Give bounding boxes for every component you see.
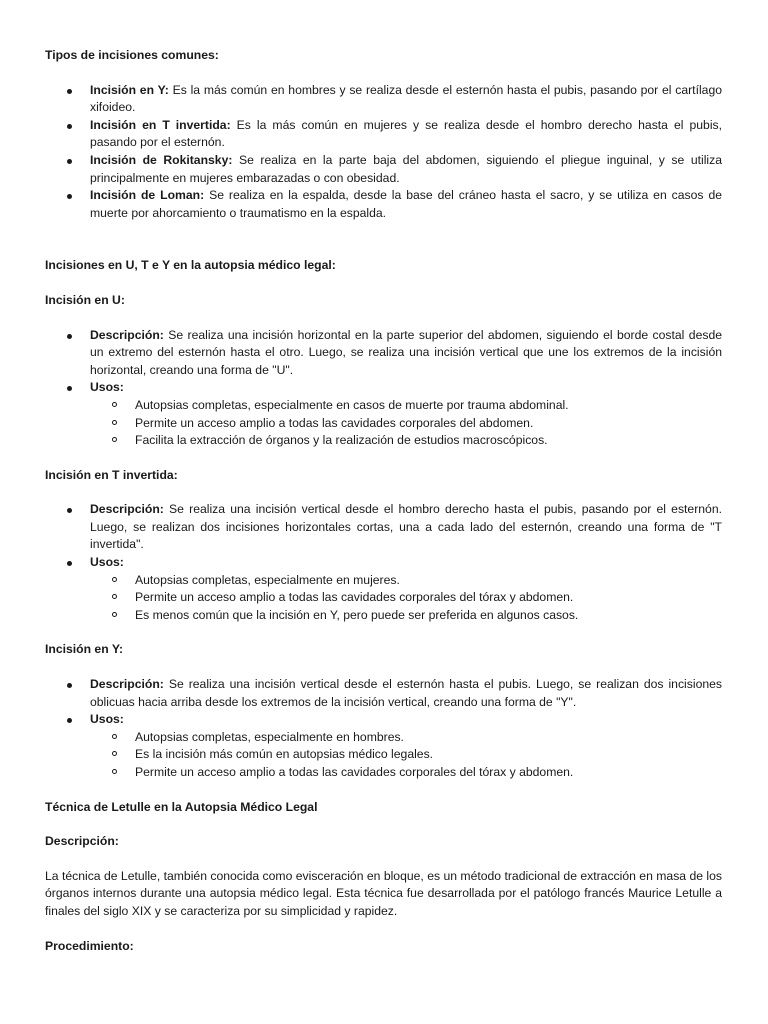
letulle-paragraph: La técnica de Letulle, también conocida como evisceración en bloque, es un método tradicional de extracción en masa de los órganos internos durante una autopsia médico legal. Esta técnica fue desarrollada por el patólogo francés Maurice Letulle a finales del siglo XIX y se caracteriza por su simplicidad y rapidez. — [45, 868, 722, 918]
item-text: Se realiza en la parte baja del abdomen, siguiendo el pliegue inguinal, y se utiliza principalmente en mujeres embarazadas o con obesidad. — [90, 152, 722, 185]
usos-list — [90, 729, 722, 782]
list-item — [90, 676, 722, 711]
list-item — [90, 187, 722, 222]
sub-list-item: Permite un acceso amplio a todas las cavidades corporales del abdomen. — [135, 415, 722, 433]
subsection-heading-t: Incisión en T invertida: — [45, 467, 178, 482]
list-item — [90, 152, 722, 187]
subsection-heading-u: Incisión en U: — [45, 292, 125, 307]
item-label: Incisión en Y: — [90, 82, 169, 97]
u-list — [45, 327, 722, 450]
sub-list-item: Autopsias completas, especialmente en hombres. — [135, 729, 722, 747]
desc-label: Descripción: — [90, 327, 164, 342]
desc-text: Se realiza una incisión vertical desde el hombro derecho hasta el pubis, pasando por el esternón. Luego, se realizan dos incisiones horizontales cortas, una a cada lado del esternón, creando una forma de "T invertida". — [90, 502, 722, 552]
section-heading-tipos: Tipos de incisiones comunes: — [45, 48, 219, 62]
sub-list-item: Permite un acceso amplio a todas las cavidades corporales del tórax y abdomen. — [135, 589, 722, 607]
desc-text: Se realiza una incisión horizontal en la parte superior del abdomen, siguiendo el borde costal desde un extremo del esternón hasta el otro. Luego, se realiza una incisión vertical que une los extremos de la incisión horizontal, creando una forma de "U". — [90, 327, 722, 377]
list-item — [90, 327, 722, 380]
item-text: Es la más común en mujeres y se realiza desde el hombro derecho hasta el pubis, pasando por el esternón. — [90, 117, 723, 150]
sub-list-item: Facilita la extracción de órganos y la realización de estudios macroscópicos. — [135, 432, 722, 450]
list-item — [90, 501, 722, 554]
list-item — [90, 711, 722, 781]
usos-list — [90, 572, 722, 625]
t-list — [45, 501, 722, 624]
list-item — [90, 554, 722, 624]
list-item — [90, 379, 722, 449]
y-list — [45, 676, 722, 782]
sub-list-item: Autopsias completas, especialmente en casos de muerte por trauma abdominal. — [135, 397, 722, 415]
section-heading-letulle: Técnica de Letulle en la Autopsia Médico Legal — [45, 799, 318, 814]
subsection-heading-y: Incisión en Y: — [45, 642, 124, 657]
item-label: Incisión en T invertida: — [90, 117, 231, 132]
desc-label: Descripción: — [90, 677, 164, 692]
item-text: Es la más común en hombres y se realiza desde el esternón hasta el pubis, pasando por el cartílago xifoideo. — [90, 82, 722, 115]
sub-list-item: Autopsias completas, especialmente en mujeres. — [135, 572, 722, 590]
item-text: Se realiza en la espalda, desde la base del cráneo hasta el sacro, y se utiliza en casos de muerte por ahorcamiento o traumatismo en la espalda. — [90, 188, 722, 220]
item-label: Incisión de Rokitansky: — [90, 152, 233, 167]
list-item — [90, 82, 722, 117]
desc-text: Se realiza una incisión vertical desde el esternón hasta el pubis. Luego, se realizan dos incisiones oblicuas hacia arriba desde los extremos de la incisión vertical, creando una forma de "Y". — [90, 677, 722, 709]
tipos-list — [45, 82, 722, 223]
section-heading-incisiones: Incisiones en U, T e Y en la autopsia médico legal: — [45, 258, 336, 273]
usos-label: Usos: — [90, 555, 124, 570]
usos-label: Usos: — [90, 712, 124, 727]
usos-list — [90, 397, 722, 450]
sub-list-item: Es menos común que la incisión en Y, pero puede ser preferida en algunos casos. — [135, 607, 722, 625]
sub-list-item: Permite un acceso amplio a todas las cavidades corporales del tórax y abdomen. — [135, 764, 722, 782]
item-label: Incisión de Loman: — [90, 188, 205, 203]
sub-list-item: Es la incisión más común en autopsias médico legales. — [135, 746, 722, 764]
desc-label: Descripción: — [90, 502, 164, 517]
usos-label: Usos: — [90, 380, 124, 395]
subsection-heading-procedimiento: Procedimiento: — [45, 938, 134, 953]
list-item — [90, 117, 722, 152]
subsection-heading-descripcion: Descripción: — [45, 834, 119, 849]
